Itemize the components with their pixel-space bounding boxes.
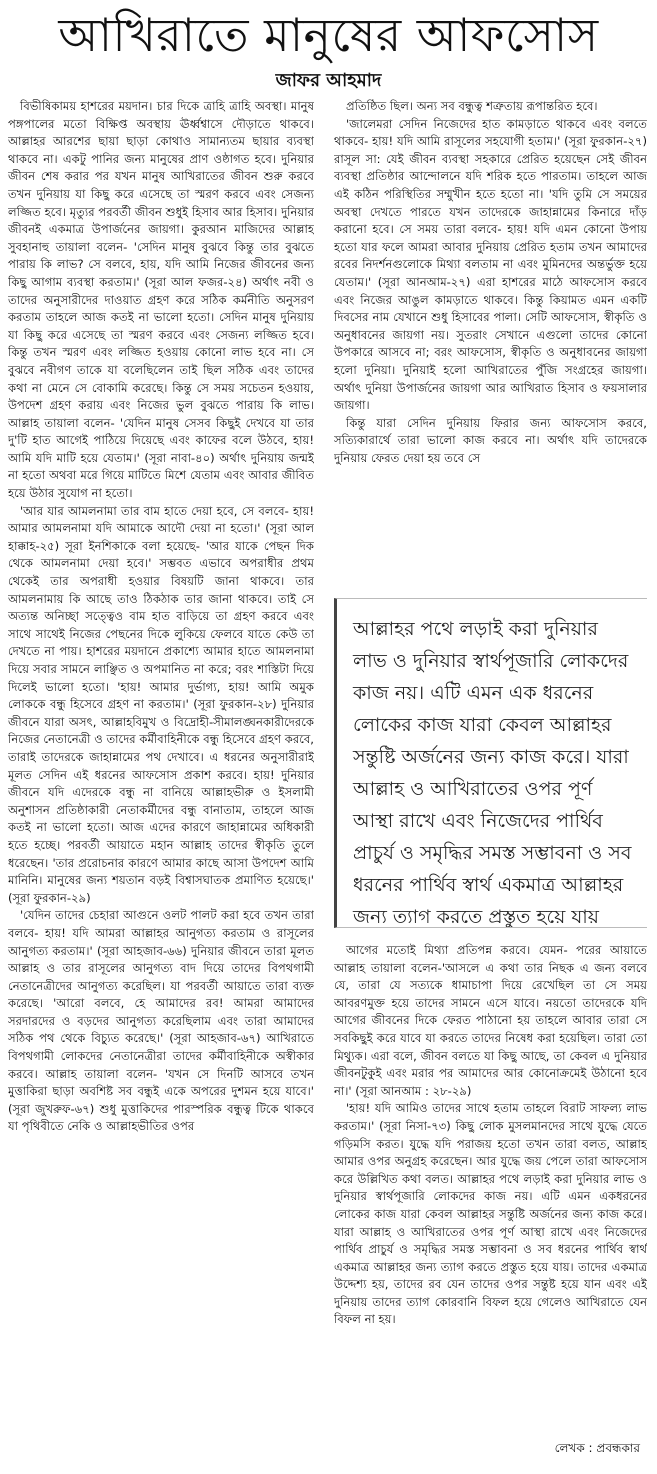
pull-quote: আল্লাহর পথে লড়াই করা দুনিয়ার লাভ ও দুনিয়ার স্বার্থপূজারি লোকদের কাজ নয়। এটি এমন এক ধরনের লোকের কাজ যারা কেবল আল্লাহর সন্তুষ্টি অর্জনের জন্য কাজ করে। যারা আল্লাহ ও আখিরাতের ওপর পূর্ণ আস্থা রাখে এবং নিজেদের পার্থিব প্রাচুর্য ও সমৃদ্ধির সমস্ত সম্ভাবনা ও সব ধরনের পার্থিব স্বার্থ একমাত্র আল্লাহর জন্য ত্যাগ করতে প্রস্তুত হয়ে যায় [334, 598, 647, 928]
paragraph: বিভীষিকাময় হাশরের ময়দান। চার দিকে ত্রাহি ত্রাহি অবস্থা। মানুষ পঙ্গপালের মতো বিক্ষিপ্ত অবস্থায় ঊর্ধ্বশ্বাসে দৌড়াতে থাকবে। আল্লাহর আরশের ছায়া ছাড়া কোথাও সামান্যতম ছায়ার ব্যবস্থা থাকবে না। একটু পানির জন্য মানুষের প্রাণ ওষ্ঠাগত হবে। দুনিয়ার জীবন শেষ করার পর যখন মানুষ আখিরাতের জীবন শুরু করবে তখন দুনিয়ায় যা কিছু করে এসেছে তা স্মরণ করবে এবং সেজন্য লজ্জিত হবে। মৃত্যুর পরবর্তী জীবন শুধুই হিসাব আর হিসাব। দুনিয়ার জীবনই একমাত্র উপার্জনের জায়গা। কুরআন মাজিদের আল্লাহ সুবহানাহু তায়ালা বলেন- 'সেদিন মানুষ বুঝবে কিন্তু তার বুঝতে পারায় কি লাভ? সে বলবে, হায়, যদি আমি নিজের জীবনের জন্য কিছু আগাম ব্যবস্থা করতাম।' (সূরা আল ফজর-২৪) অর্থাৎ নবী ও তাদের অনুসারীদের দাওয়াত গ্রহণ করে সঠিক কর্মনীতি অনুসরণ করতাম তাহলে আজ কতই না ভালো হতো। সেদিন মানুষ দুনিয়ায় যা কিছু করে এসেছে তা স্মরণ করবে এবং সেজন্য লজ্জিত হবে। কিন্তু তখন স্মরণ এবং লজ্জিত হওয়ায় কোনো লাভ হবে না। সে বুঝবে নবীগণ তাকে যা বলেছিলেন তাই ছিল সঠিক এবং তাদের কথা না মেনে সে বোকামি করেছে। কিন্তু সে সময় সচেতন হওয়ায়, উপদেশ গ্রহণ করায় এবং নিজের ভুল বুঝতে পারায় কি লাভ। আল্লাহ তায়ালা বলেন- 'যেদিন মানুষ সেসব কিছুই দেখবে যা তার দু'টি হাত আগেই পাঠিয়ে দিয়েছে এবং কাফের বলে উঠবে, হায়! আমি যদি মাটি হয়ে যেতাম।' (সূরা নাবা-৪০) অর্থাৎ দুনিয়ায় জন্মই না হতো অথবা মরে গিয়ে মাটিতে মিশে যেতাম এবং আবার জীবিত হয়ে উঠার সুযোগ না হতো। [8, 99, 314, 501]
article-byline: জাফর আহমাদ [275, 70, 382, 91]
article-column-left [8, 98, 314, 1456]
article-column-right-top [334, 98, 647, 588]
article-headline: আখিরাতে মানুষের আফসোস [58, 8, 599, 62]
article-column-right-bottom [334, 942, 647, 1428]
paragraph: প্রতিষ্ঠিত ছিল। অন্য সব বন্ধুত্ব শত্রুতায় রূপান্তরিত হবে। [346, 99, 598, 113]
paragraph: কিন্তু যারা সেদিন দুনিয়ায় ফিরার জন্য আফসোস করবে, সত্যিকারার্থে তারা ভালো কাজ করবে না। অর্থাৎ যদি তাদেরকে দুনিয়ায় ফেরত দেয়া হয় তবে সে [334, 415, 647, 465]
paragraph: আগের মতোই মিথ্যা প্রতিপন্ন করবে। যেমন- পরের আয়াতে আল্লাহ তায়ালা বলেন-'আসলে এ কথা তার নিছক এ জন্য বলবে যে, তারা যে সত্যকে ধামাচাপা দিয়ে রেখেছিল তা সে সময় আবরণমুক্ত হয়ে তাদের সামনে এসে যাবে। নয়তো তাদেরকে যদি আগের জীবনের দিকে ফেরত পাঠানো হয় তাহলে আবার তারা সে সবকিছুই করে যাবে যা করতে তাদের নিষেধ করা হয়েছিল। তারা তো মিথ্যুক। এরা বলে, জীবন বলতে যা কিছু আছে, তা কেবল এ দুনিয়ার জীবনটুকুই এবং মরার পর আমাদের আর কোনোক্রমেই উঠানো হবে না।' (সূরা আনআম : ২৮-২৯) [334, 943, 647, 1098]
paragraph: 'জালেমরা সেদিন নিজেদের হাত কামড়াতে থাকবে এবং বলতে থাকবে- হায়! যদি আমি রাসূলের সহযোগী হতাম।' (সূরা ফুরকান-২৭) রাসূল সা: যেই জীবন ব্যবস্থা সহকারে প্রেরিত হয়েছেন সেই জীবন ব্যবস্থা প্রতিষ্ঠার আন্দোলনে যদি শরিক হতে পারতাম। তাহলে আজ এই কঠিন পরিস্থিতির সম্মুখীন হতে হতো না। 'যদি তুমি সে সময়ের অবস্থা দেখতে পারতে যখন তাদেরকে জাহান্নামের কিনারে দাঁড় করানো হবে। সে সময় তারা বলবে- হায়! যদি এমন কোনো উপায় হতো যার ফলে আমরা আবার দুনিয়ায় প্রেরিত হতাম তখন আমাদের রবের নিদর্শনগুলোকে মিথ্যা বলতাম না এবং মুমিনদের অন্তর্ভুক্ত হয়ে যেতাম।' (সূরা আনআম-২৭) এরা হাশরের মাঠে আফসোস করবে এবং নিজের আঙুল কামড়াতে থাকবে। কিন্তু কিয়ামত এমন একটি দিবসের নাম যেখানে শুধু হিসাবের পালা। সেটি আফসোস, স্বীকৃতি ও অনুধাবনের জায়গা নয়। সুতরাং সেখানে এগুলো তাদের কোনো উপকারে আসবে না; বরং আফসোস, স্বীকৃতি ও অনুধাবনের জায়গা হলো দুনিয়া। দুনিয়াই হলো আখিরাতের পুঁজি সংগ্রহের জায়গা। অর্থাৎ দুনিয়া উপার্জনের জায়গা আর আখিরাত হিসাব ও ফয়সালার জায়গা। [334, 116, 647, 413]
paragraph: 'যেদিন তাদের চেহারা আগুনে ওলট পালট করা হবে তখন তারা বলবে- হায়! যদি আমরা আল্লাহর আনুগত্য করতাম ও রাসূলের আনুগত্য করতাম।' (সূরা আহজাব-৬৬) দুনিয়ার জীবনে তারা মূলত আল্লাহ ও তার রাসূলের আনুগত্য বাদ দিয়ে তাদের বিপথগামী নেতানেত্রীদের আনুগত্য করেছিল। যা পরবর্তী আয়াতে তারা ব্যক্ত করেছে। 'আরো বলবে, হে আমাদের রব! আমরা আমাদের সরদারদের ও বড়দের আনুগত্য করেছিলাম এবং তারা আমাদের সঠিক পথ থেকে বিচ্যুত করেছে।' (সূরা আহজাব-৬৭) আখিরাতে বিপথগামী লোকদের নেতানেত্রীরা তাদের কর্মীবাহিনীকে অস্বীকার করবে। আল্লাহ তায়ালা বলেন- 'যখন সে দিনটি আসবে তখন মুত্তাকিরা ছাড়া অবশিষ্ট সব বন্ধুই একে অপরের দুশমন হয়ে যাবে।' (সূরা জুখরুফ-৬৭) শুধু মুত্তাকিদের পারস্পরিক বন্ধুত্ব টিকে থাকবে যা পৃথিবীতে নেকি ও আল্লাহভীতির ওপর [8, 908, 314, 1134]
paragraph: 'আর যার আমলনামা তার বাম হাতে দেয়া হবে, সে বলবে- হায়! আমার আমলনামা যদি আমাকে আদৌ দেয়া না হতো।' (সূরা আল হাক্কাহ-২৫) সূরা ইনশিকাকে বলা হয়েছে- 'আর যাকে পেছন দিক থেকে আমলনামা দেয়া হবে।' সম্ভবত এভাবে অপরাধীর প্রথম থেকেই তার অপরাধী হওয়ার বিষয়টি জানা থাকবে। তার আমলনামায় কি আছে তাও ঠিকঠাক তার জানা থাকবে। তাই সে অত্যন্ত অনিচ্ছা সত্ত্বেও বাম হাত বাড়িয়ে তা গ্রহণ করবে এবং সাথে সাথেই নিজের পেছনের দিকে লুকিয়ে ফেলবে যাতে কেউ তা দেখতে না পায়। হাশরের ময়দানে প্রকাশ্যে আমার হাতে আমলনামা দিয়ে সবার সামনে লাঞ্ছিত ও অপমানিত না করে; বরং শাস্তিটা দিয়ে দিলেই ভালো হতো। 'হায়! আমার দুর্ভাগ্য, হায়! আমি অমুক লোককে বন্ধু হিসেবে গ্রহণ না করতাম।' (সূরা ফুরকান-২৮) দুনিয়ার জীবনে যারা অসৎ, আল্লাহবিমুখ ও বিদ্রোহী-সীমালঙ্ঘনকারীদেরকে নিজের নেতানেত্রী ও তাদের কর্মীবাহিনীকে বন্ধু হিসেবে গ্রহণ করবে, তারাই তাদেরকে জাহান্নামের পথ দেখাবে। এ ধরনের অনুসারীরাই মূলত সেদিন এই ধরনের আফসোস প্রকাশ করবে। হায়! দুনিয়ার জীবনে যদি এদেরকে বন্ধু না বানিয়ে আল্লাহভীরু ও ইসলামী অনুশাসন প্রতিষ্ঠাকারী নেতাকর্মীদের বন্ধু বানাতাম, তাহলে আজ কতই না ভালো হতো। আজ এদের কারণে জাহান্নামের অধিকারী হতে হচ্ছে। পরবর্তী আয়াতে মহান আল্লাহ তাদের স্বীকৃতি তুলে ধরেছেন। 'তার প্ররোচনার কারণে আমার কাছে আসা উপদেশ আমি মানিনি। মানুষের জন্য শয়তান বড়ই বিশ্বাসঘাতক প্রমাণিত হয়েছে।' (সূরা ফুরকান-২৯) [8, 503, 314, 905]
author-note: লেখক : প্রবন্ধকার [554, 1441, 640, 1455]
paragraph: 'হায়! যদি আমিও তাদের সাথে হতাম তাহলে বিরাট সাফল্য লাভ করতাম।' (সূরা নিসা-৭৩) কিছু লোক মুসলমানদের সাথে যুদ্ধে যেতে গড়িমসি করত। যুদ্ধে যদি পরাজয় হতো তখন তারা বলত, আল্লাহ আমার ওপর অনুগ্রহ করেছেন। আর যুদ্ধে জয় পেলে তারা আফসোস করে উল্লিখিত কথা বলত। আল্লাহর পথে লড়াই করা দুনিয়ার লাভ ও দুনিয়ার স্বার্থপূজারি লোকদের কাজ নয়। এটি এমন একধরনের লোকের কাজ যারা কেবল আল্লাহর সন্তুষ্টি অর্জনের জন্য কাজ করে। যারা আল্লাহ ও আখিরাতের ওপর পূর্ণ আস্থা রাখে এবং নিজেদের পার্থিব প্রাচুর্য ও সমৃদ্ধির সমস্ত সম্ভাবনা ও সব ধরনের পার্থিব স্বার্থ একমাত্র আল্লাহর জন্য ত্যাগ করতে প্রস্তুত হয়ে যায়। তাদের একমাত্র উদ্দেশ্য হয়, তাদের রব যেন তাদের ওপর সন্তুষ্ট হয়ে যান এবং এই দুনিয়ায় তাদের ত্যাগ কোরবানি বিফল হয়ে গেলেও আখিরাতে যেন বিফল না হয়। [334, 1101, 647, 1327]
